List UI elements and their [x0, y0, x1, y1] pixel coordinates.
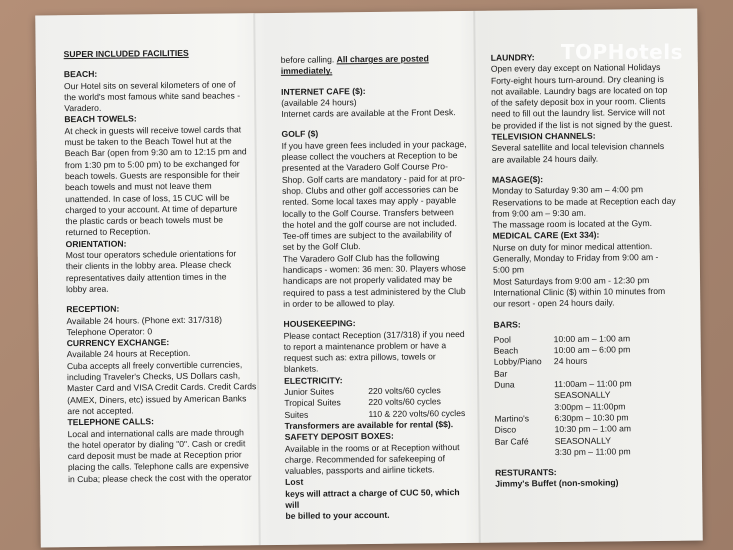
fold-line-right [473, 11, 481, 543]
text-line: placing the calls. Telephone calls are expensive [67, 460, 249, 473]
text-line: Reservations to be made at Reception each day [492, 195, 676, 208]
row-label: Bar Café [494, 435, 529, 447]
text-line: Shop. Golf carts are mandatory - paid for at pro- [281, 172, 465, 185]
medical-care-heading: MEDICAL CARE (Ext 334): [492, 230, 600, 242]
massage-heading: MASAGE($): [491, 174, 544, 185]
text-line: handicaps - women: 36 men: 30. Players whose [282, 263, 466, 275]
text-line: Please contact Reception (317/318) if you need [283, 328, 465, 341]
text-line: are available 24 hours daily. [491, 153, 599, 165]
text-line: rented. Some local taxes may apply - payable [282, 195, 457, 208]
table-row [494, 355, 684, 380]
text-line: set by the Golf Club. [282, 241, 361, 253]
beach-heading: BEACH: [63, 69, 98, 80]
row-label [494, 402, 554, 414]
text-line: Available 24 hours at Reception. [66, 348, 191, 360]
laundry-text [491, 62, 682, 132]
text-line: be billed to your account. [285, 510, 390, 522]
currency-exchange-text [67, 348, 264, 418]
text-line: the hotel operator by dialing "0". Cash or credit [67, 438, 246, 450]
text-line: lobby area. [66, 283, 109, 295]
text-line: Available in the rooms or at Reception without [284, 441, 460, 454]
row-value: SEASONALLY [554, 434, 611, 446]
television-text [492, 141, 682, 166]
row-label: Pool [493, 334, 511, 345]
text-line: presented at the Varadero Golf Course Pro- [281, 161, 448, 174]
beach-towels-heading: BEACH TOWELS: [64, 113, 137, 125]
text-line: their clients in the lobby area. Please check [65, 259, 232, 272]
reception-heading: RECEPTION: [66, 303, 120, 315]
text-line: the world's most famous white sand beaches - [64, 90, 241, 103]
text-line: are not accepted. [67, 405, 134, 417]
tophotels-watermark: TOPHotels [560, 40, 683, 64]
housekeeping-heading: HOUSEKEEPING: [283, 318, 356, 330]
text-line: Available 24 hours. (Phone ext: 317/318) [66, 314, 223, 326]
row-value: 6:30pm – 10:30 pm [554, 412, 629, 423]
lost-keys-note [285, 475, 471, 522]
text-line: (AMEX, Diners, etc) issued by American Banks [67, 392, 247, 405]
row-value: 3:30 pm – 11:00 pm [554, 446, 631, 457]
restaurant-item: Jimmy's Buffet (non-smoking) [495, 477, 619, 490]
text-line: shop. Clubs and other golf accessories can be [282, 184, 459, 196]
internet-cafe-text [281, 96, 467, 121]
electricity-table [284, 385, 470, 421]
text-line: in order to be allowed to play. [283, 297, 395, 309]
beach-text [64, 79, 260, 115]
golf-heading: GOLF ($) [281, 129, 319, 140]
row-label [495, 447, 555, 459]
row-label: Martino's [494, 413, 530, 424]
text-line: Beach Bar (open from 9:30 am to 12:15 pm and [64, 146, 247, 159]
text-line: Forty-eight hours turn-around. Dry cleaning is [490, 73, 664, 86]
text-line: Most tour operators schedule orientations for [65, 248, 237, 261]
text-line: Varadero. [64, 102, 102, 114]
text-line: beach towels. Guests are responsible for their [64, 169, 240, 182]
text-line: 5:00 pm [492, 264, 525, 276]
text-line: to report a maintenance problem or have a [283, 340, 447, 352]
text-line: handicaps are not properly validated may be [282, 274, 453, 287]
text-line: from 9:00 am – 9:30 am. [492, 207, 587, 219]
text-line: card deposit must be made at Reception prior [67, 449, 242, 462]
column-right [491, 51, 686, 491]
text-line: valuables, passports and airline tickets. [284, 464, 435, 476]
text-line: request such as: extra pillows, towels or [283, 351, 436, 364]
row-value: 220 volts/60 cycles [368, 385, 441, 397]
text-line: must be taken to the Beach Towel hut at the [64, 135, 232, 148]
row-label: Lobby/Piano Bar [493, 356, 542, 379]
text-line: Tee-off times are subject to the availability of [282, 229, 452, 242]
orientation-heading: ORIENTATION: [65, 238, 127, 249]
text-line: from 1:30 pm to 5:00 pm) to be exchanged for [64, 158, 240, 170]
text-line: International Clinic ($) within 10 minutes from [493, 285, 666, 298]
text-line: returned to Reception. [65, 226, 151, 238]
massage-text [492, 184, 682, 231]
text-line: Telephone Operator: 0 [66, 326, 153, 337]
text-line: Nurse on duty for minor medical attention. [492, 240, 653, 253]
text-line: charged to your account. At time of departure [65, 203, 238, 216]
text-line: representatives daily attention times in the [65, 271, 227, 283]
medical-care-text [493, 240, 684, 310]
row-value: 11:00am – 11:00 pm [554, 378, 632, 390]
housekeeping-text [284, 328, 470, 375]
bars-heading: BARS: [493, 318, 521, 330]
row-label: Tropical Suites [284, 397, 341, 409]
transformers-note: Transformers are available for rental ($$). [284, 419, 454, 431]
text-line: not available. Laundry bags are located on top [491, 84, 668, 97]
info-sheet [35, 9, 703, 548]
column-middle [281, 53, 472, 523]
text-line: The massage room is located at the Gym. [492, 218, 653, 230]
text-line: the hotel and the golf course are not included. [282, 217, 457, 230]
text-line: Master Card and VISA Credit Cards. Credit Cards [67, 381, 257, 394]
text-line: Generally, Monday to Friday from 9:00 am - [492, 252, 659, 264]
text-line: the plastic cards or beach towels must be [65, 214, 224, 227]
row-value: 3:00pm – 11:00pm [554, 400, 626, 412]
row-label: Beach [493, 345, 519, 356]
row-value: 10:00 am – 1:00 am [553, 333, 631, 344]
row-label: Junior Suites [284, 386, 334, 397]
safety-deposit-heading: SAFETY DEPOSIT BOXES: [284, 430, 394, 443]
text-line: Internet cards are available at the Front Desk. [281, 107, 456, 120]
text-line: Lost [285, 477, 304, 488]
text-line: keys will attract a charge of CUC 50, which will [285, 486, 460, 510]
row-label: Duna [494, 379, 515, 390]
restaurants-heading: RESTURANTS: [494, 467, 557, 478]
golf-text [282, 139, 470, 310]
text-line: of the safety deposit box in your room. Clients [491, 96, 666, 108]
orientation-text [66, 248, 262, 295]
text-line: locally to the Golf Course. Transfers between [282, 206, 454, 219]
text-line: At check in guests will receive towel cards that [64, 124, 242, 136]
reception-text [66, 314, 262, 339]
text-line: charge. Recommended for safekeeping of [284, 453, 445, 465]
text-line: If you have green fees included in your package, [281, 138, 467, 151]
text-line: Our Hotel sits on several kilometers of one of [63, 78, 236, 91]
row-label [494, 390, 554, 402]
laundry-heading: LAUNDRY: [490, 52, 535, 63]
telephone-calls-heading: TELEPHONE CALLS: [67, 416, 154, 428]
row-label: Suites [284, 409, 309, 420]
beach-towels-text [64, 124, 261, 239]
text-line: (available 24 hours) [281, 97, 357, 108]
text-line: beach towels and must not leave them [64, 180, 212, 193]
row-value: 220 volts/60 cycles [368, 396, 441, 408]
safety-deposit-text [285, 441, 471, 477]
telephone-calls-text [68, 427, 265, 486]
text-line: The Varadero Golf Club has the following [282, 252, 440, 264]
text-line: need to fill out the laundry list. Service will not [491, 107, 665, 120]
charges-posted-note: immediately. [280, 65, 333, 77]
row-value: 10:30 pm – 1:00 am [554, 423, 632, 435]
row-label: Disco [494, 424, 517, 435]
text-line: required to pass a test administered by the Club [283, 285, 466, 298]
row-value: 110 & 220 volts/60 cycles [368, 407, 466, 419]
row-value: SEASONALLY [554, 389, 611, 401]
text-line: Open every day except on National Holidays [490, 62, 661, 75]
text-line: including Traveler's Checks, US Dollars cash, [66, 370, 241, 383]
text-line: Several satellite and local television channels [491, 141, 665, 154]
row-value: 24 hours [553, 356, 588, 367]
text-line: Cuba accepts all freely convertible currencies, [66, 359, 243, 371]
television-heading: TELEVISION CHANNELS: [491, 130, 596, 142]
text-line: please collect the vouchers at Reception to be [281, 150, 458, 162]
text-line: unattended. In case of loss, 15 CUC will be [65, 192, 230, 204]
column-left [64, 47, 265, 485]
bars-table [494, 333, 685, 459]
row-value: 10:00 am – 6:00 pm [553, 344, 631, 356]
text-line: Local and international calls are made through [67, 426, 244, 439]
internet-cafe-heading: INTERNET CAFE ($): [280, 85, 366, 97]
telephone-calls-continued: before calling. All charges are posted [280, 53, 429, 65]
text-line: be provided if the list is not signed by the guest. [491, 118, 673, 131]
text-line: in Cuba; please check the cost with the operator [68, 471, 252, 484]
text-line: Monday to Saturday 9:30 am – 4:00 pm [492, 184, 644, 196]
text-line: our resort - open 24 hours daily. [493, 297, 615, 309]
electricity-heading: ELECTRICITY: [284, 375, 343, 386]
text-line: blankets. [283, 363, 319, 375]
currency-exchange-heading: CURRENCY EXCHANGE: [66, 337, 170, 349]
text-line: Most Saturdays from 9:00 am - 12:30 pm [492, 274, 650, 287]
title: SUPER INCLUDED FACILITIES [63, 47, 189, 60]
